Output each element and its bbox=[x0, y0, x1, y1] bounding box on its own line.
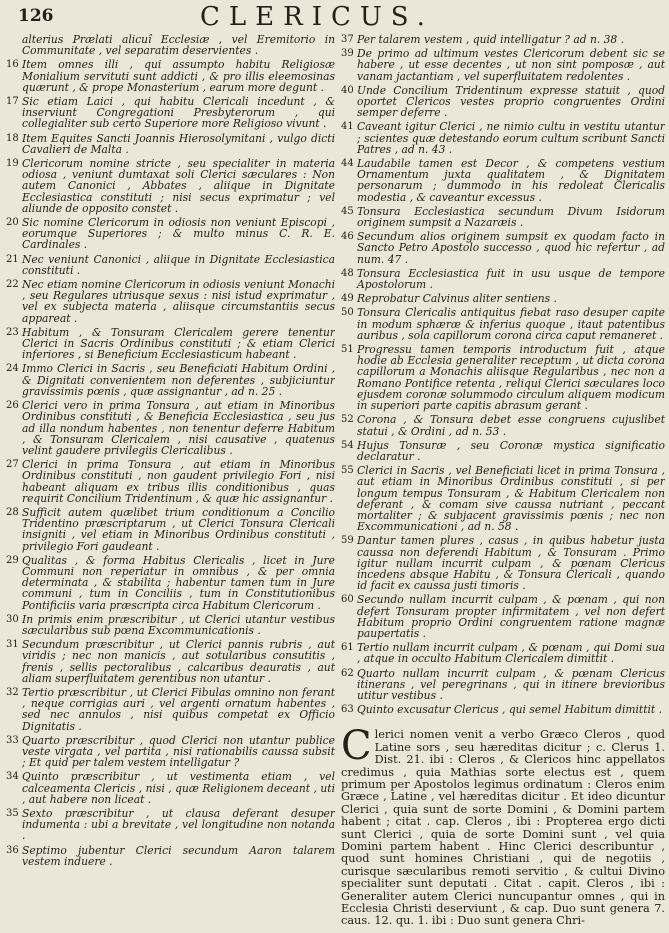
entry-number: 48 bbox=[341, 267, 354, 279]
summary-entry bbox=[341, 293, 665, 304]
summary-entry bbox=[6, 327, 335, 361]
entry-text: Sexto præscribitur , ut clausa deferant desuper indumenta : ubi a brevitate , vel longitudine non notanda . bbox=[22, 807, 335, 843]
entry-text: Immo Clerici in Sacris , seu Beneficiati Habitum Ordini , & Dignitati convenientem non deferentes , subjiciuntur gravissimis pœnis , quæ assignantur , ad n. 25 . bbox=[22, 362, 335, 398]
summary-entry bbox=[341, 48, 665, 82]
entry-text: Clericorum nomine stricte , seu specialiter in materia odiosa , veniunt dumtaxat soli Clerici sæculares : Non autem Canonici , Abbates , aliique in Dignitate Ecclesiastica constituti ; nisi secus exprimatur ; vel aliunde de opposito constet . bbox=[22, 157, 335, 215]
entry-text: Quinto excusatur Clericus , qui semel Habitum dimittit . bbox=[357, 703, 663, 717]
entry-number: 39 bbox=[341, 48, 354, 60]
entry-text: Reprobatur Calvinus aliter sentiens . bbox=[357, 292, 557, 306]
summary-entry bbox=[6, 639, 335, 684]
entry-text: Laudabile tamen est Decor , & competens vestium Ornamentum juxta qualitatem , & Dignitatem personarum ; dummodo in his redoleat Clericalis modestia , & caveantur excessus . bbox=[357, 157, 665, 204]
entry-number: 18 bbox=[6, 132, 19, 144]
entry-number: 20 bbox=[6, 217, 19, 229]
entry-number: 63 bbox=[341, 704, 354, 716]
summary-entry bbox=[6, 459, 335, 504]
summary-entry bbox=[6, 687, 335, 732]
summary-entry bbox=[341, 268, 665, 290]
summary-entry bbox=[341, 85, 665, 119]
entry-number: 52 bbox=[341, 414, 354, 426]
entry-number: 37 bbox=[341, 34, 354, 45]
summary-entry bbox=[341, 231, 665, 265]
summary-entry bbox=[341, 594, 665, 639]
summary-entry bbox=[341, 704, 665, 715]
entry-text: Qualitas , & forma Habitus Clericalis , licet in Jure Communi non reperiatur in omnibus , & per omnia determinata , & stabilita ; habentur tamen tum in Jure communi , tum in Conciliis , tum in Constitutionibus Pontificiis varia præscripta circa Habitum Clericorum . bbox=[22, 553, 335, 612]
summary-entry bbox=[6, 279, 335, 324]
entry-number: 44 bbox=[341, 158, 354, 170]
summary-entry bbox=[6, 771, 335, 805]
entry-text: Clerici in Sacris , vel Beneficiati licet in prima Tonsura , aut etiam in Minoribus Ordinibus constituti , si per longum tempus Tonsuram , & Habitum Clericalem non deferant , & comam sive caussa nutriant , peccant mortaliter ; & subjacent gravissimis pœnis ; nec non Excommunicationi , ad n. 58 . bbox=[357, 464, 665, 534]
summary-entry bbox=[6, 96, 335, 130]
running-title: CLERICUS. bbox=[200, 2, 434, 32]
entry-text: Caveant igitur Clerici , ne nimio cultu in vestitu utantur ; scientes quæ detestando eorum cultum scribunt Sancti Patres , ad n. 43 . bbox=[357, 120, 665, 156]
entry-number: 46 bbox=[341, 231, 354, 243]
entry-number: 54 bbox=[341, 439, 354, 451]
body-text bbox=[341, 723, 665, 928]
summary-entry bbox=[6, 400, 335, 456]
entry-text: Tonsura Ecclesiastica fuit in usu usque de tempore Apostolorum . bbox=[357, 266, 665, 292]
entry-text: Septimo jubentur Clerici secundum Aaron talarem vestem induere . bbox=[22, 843, 335, 868]
entry-number: 34 bbox=[6, 771, 19, 783]
summary-entry bbox=[341, 206, 665, 228]
entry-text: Secundo nullam incurrit culpam , & pœnam , qui non defert Tonsuram propter infirmitatem , vel non defert Habitum proprio Ordini congruentem ratione magnæ paupertatis . bbox=[357, 593, 665, 640]
summary-entry bbox=[341, 307, 665, 341]
entry-text: Secundum alios originem sumpsit ex quodam facto in Sancto Petro Apostolo successo , quod hic refertur , ad num. 47 . bbox=[357, 230, 665, 266]
summary-entry bbox=[341, 535, 665, 591]
right-column bbox=[341, 34, 665, 929]
entry-text: Sufficit autem quælibet trium conditionum a Concilio Tridentino præscriptarum , ut Clerici Tonsura Clericali insigniti , vel etiam in Minoribus Ordinibus constituti , privilegio Fori gaudeant . bbox=[22, 505, 335, 553]
summary-entry bbox=[6, 845, 335, 867]
entry-number: 32 bbox=[6, 686, 19, 698]
summary-list bbox=[341, 34, 665, 715]
entry-text: Dantur tamen plures , casus , in quibus habetur justa caussa non deferendi Habitum , & Tonsuram . Primo igitur nullam incurrit culpam , & pœnam Clericus incedens absque Habitu , & Tonsura Clericali , quando id facit ex caussa justi timoris . bbox=[357, 534, 665, 593]
entry-text: Clerici vero in prima Tonsura , aut etiam in Minoribus Ordinibus constituti , & Beneficia Ecclesiastica , seu jus ad illa nondum habentes , non tenentur deferre Habitum , & Tonsuram Clericalem , nisi causative , quatenus velint gaudere privilegiis Clericalibus . bbox=[22, 399, 335, 457]
entry-text: Item omnes illi , qui assumpto habitu Religiosæ Monialium servituti sunt addicti , & pro illis eleemosinas quærunt , & prope Monasterium , earum more degunt . bbox=[22, 58, 335, 94]
entry-number: 29 bbox=[6, 554, 19, 566]
summary-entry bbox=[6, 808, 335, 842]
summary-entry bbox=[6, 34, 335, 56]
summary-entry bbox=[6, 555, 335, 611]
entry-text: Corona , & Tonsura debet esse congruens cujuslibet statui , & Ordini , ad n. 53 . bbox=[357, 413, 665, 438]
entry-number: 40 bbox=[341, 84, 354, 96]
summary-entry bbox=[6, 614, 335, 636]
entry-text: Per talarem vestem , quid intelligatur ? ad n. 38 . bbox=[357, 34, 625, 46]
entry-number: 27 bbox=[6, 459, 19, 471]
entry-text: Item Equites Sancti Joannis Hierosolymitani , vulgo dicti Cavalieri de Malta . bbox=[22, 131, 335, 156]
summary-entry bbox=[6, 133, 335, 155]
entry-number: 59 bbox=[341, 535, 354, 547]
entry-number: 35 bbox=[6, 808, 19, 819]
entry-number: 28 bbox=[6, 506, 19, 518]
entry-number: 61 bbox=[341, 642, 354, 654]
entry-number: 21 bbox=[6, 253, 19, 265]
body-paragraph: lerici nomen venit a verbo Græco Cleros , quod Latine sors , seu hæreditas dicitur ; c. Clerus 1. Dist. 21. ibi : Cleros , & Clericos hinc appellatos credimus , quia Mathias sorte electus est , quem primum per Apostolos legimus ordinatum : Cleros enim Græce , Latine , vel hæreditas dicitur . Et ideo dicuntur Clerici , quia sunt de sorte Domini , & Domini partem habent ; citat . cap. Cleros , ibi : Propterea ergo dicti sunt Clerici , quia de sorte Domini sunt , vel quia Domini partem habent . Hinc Clerici describuntur , quod sunt homines Christiani , qui de negotiis , curisque sæcularibus remoti servitio , & cultui Divino specialiter sunt deputati . Citat . capit. Cleros , ibi : Generaliter autem Clerici nuncupantur omnes , qui in Ecclesia Christi deserviunt , & cap. Duo sunt genera 7. caus. 12. qu. 1. ibi : Duo sunt genera Chri- bbox=[341, 728, 665, 928]
entry-number: 50 bbox=[341, 307, 354, 319]
summary-entry bbox=[341, 642, 665, 664]
entry-number: 24 bbox=[6, 363, 19, 375]
summary-entry bbox=[6, 363, 335, 397]
entry-number: 49 bbox=[341, 293, 354, 305]
page-number: 126 bbox=[18, 6, 54, 26]
entry-text: Tertio præscribitur , ut Clerici Fibulas omnino non ferant , neque corrigias auri , vel argenti ornatum habentes , sed nec annulos , nisi quibus competat ex Officio Dignitatis . bbox=[22, 685, 335, 733]
entry-number: 51 bbox=[341, 344, 354, 356]
summary-entry bbox=[341, 440, 665, 462]
entry-number: 41 bbox=[341, 121, 354, 133]
entry-text: Tonsura Clericalis antiquitus fiebat raso desuper capite in modum sphæræ & inferius quoque , itaut patentibus auribus , sola capillorum corona circa caput remaneret . bbox=[357, 306, 665, 342]
summary-entry bbox=[341, 34, 665, 45]
entry-number: 19 bbox=[6, 158, 19, 170]
summary-entry bbox=[341, 668, 665, 702]
entry-number: 60 bbox=[341, 594, 354, 606]
entry-text: Tertio nullam incurrit culpam , & pœnam , qui Domi sua , atque in occulto Habitum Clericalem dimittit . bbox=[357, 641, 665, 666]
entry-text: In primis enim præscribitur , ut Clerici utantur vestibus sæcularibus sub pœna Excommunicationis . bbox=[22, 612, 335, 637]
entry-text: Hujus Tonsuræ , seu Coronæ mystica significatio declaratur . bbox=[357, 438, 665, 463]
entry-text: Sic etiam Laici , qui habitu Clericali incedunt , & inserviunt Congregationi Presbyterorum , qui collegialiter sub certo Superiore more Religioso vivunt . bbox=[22, 95, 335, 131]
entry-text: Clerici in prima Tonsura , aut etiam in Minoribus Ordinibus constituti , non gaudent privilegio Fori , nisi habeant aliquam ex tribus illis conditionibus , quas requirit Concilium Tridentinum , & quæ hic assignantur . bbox=[22, 458, 335, 505]
entry-text: Nec etiam nomine Clericorum in odiosis veniunt Monachi , seu Regulares utriusque sexus : nisi istud exprimatur , vel ex subjecta materia , aliisque circumstantiis secus appareat . bbox=[22, 278, 335, 325]
summary-entry bbox=[6, 507, 335, 552]
summary-entry bbox=[6, 217, 335, 251]
entry-number: 30 bbox=[6, 613, 19, 625]
entry-text: Quarto præscribitur , quod Clerici non utantur publice veste virgata , vel partita , nisi rationabilis caussa subsit ; Et quid per talem vestem intelligatur ? bbox=[22, 733, 335, 770]
summary-entry bbox=[341, 465, 665, 532]
summary-entry bbox=[341, 121, 665, 155]
entry-number: 31 bbox=[6, 639, 19, 651]
entry-text: alterius Prælati alicuî Ecclesiæ , vel Eremitorio in Communitate , vel separatim deservientes . bbox=[22, 34, 335, 58]
entry-number: 45 bbox=[341, 205, 354, 217]
entry-text: Tonsura Ecclesiastica secundum Divum Isidorum originem sumpsit a Nazaræis . bbox=[357, 204, 665, 230]
summary-entry bbox=[341, 414, 665, 436]
entry-number: 36 bbox=[6, 844, 19, 856]
entry-number: 62 bbox=[341, 667, 354, 679]
entry-text: Quarto nullam incurrit culpam , & pœnam Clericus itinerans , vel peregrinans , qui in itinere brevioribus utitur vestibus . bbox=[357, 666, 665, 702]
summary-entry bbox=[6, 735, 335, 769]
entry-text: Nec veniunt Canonici , aliique in Dignitate Ecclesiastica constituti . bbox=[22, 252, 335, 277]
entry-number: 55 bbox=[341, 465, 354, 477]
entry-text: Habitum , & Tonsuram Clericalem gerere tenentur Clerici in Sacris Ordinibus constituti ; & etiam Clerici inferiores , si Beneficium Ecclesiasticum habeant . bbox=[22, 325, 335, 362]
entry-number: 33 bbox=[6, 734, 19, 746]
summary-entry bbox=[6, 59, 335, 93]
drop-cap: C bbox=[341, 723, 372, 770]
entry-text: Progressu tamen temporis introductum fuit , atque hodie ab Ecclesia generaliter receptum , ut dicta corona capillorum a Monachis aliisque Regularibus , nec non a Romano Pontifice retenta , reliqui Clerici sæculares loco ejusdem coronæ solummodo circulum aliquem modicum in superiori parte capitis abrasum gerant . bbox=[357, 343, 665, 413]
entry-number: 22 bbox=[6, 279, 19, 291]
entry-text: De primo ad ultimum vestes Clericorum debent sic se habere , ut esse decentes , ut non sint pomposæ , aut vanam jactantiam , vel superfluitatem redolentes . bbox=[357, 47, 665, 83]
summary-entry bbox=[341, 158, 665, 203]
summary-entry bbox=[341, 344, 665, 411]
entry-text: Quinto præscribitur , ut vestimenta etiam , vel calceamenta Clericis , nisi , quæ Religionem deceant , uti , aut habere non liceat . bbox=[22, 770, 335, 806]
entry-number: 16 bbox=[6, 59, 19, 71]
left-column bbox=[6, 34, 335, 929]
entry-text: Unde Concilium Tridentinum expresse statuit , quod oportet Clericos vestes proprio congruentes Ordini semper deferre . bbox=[357, 83, 665, 120]
entry-text: Sic nomine Clericorum in odiosis non veniunt Episcopi , eorumque Superiores ; & multo minus C. R. E. Cardinales . bbox=[22, 216, 335, 252]
entry-text: Secundum præscribitur , ut Clerici pannis rubris , aut viridis ; nec non manicis , aut sotularibus consutitis , frenis , sellis pectoralibus , calcaribus deauratis , aut aliam superfluitatem gerentibus non utantur . bbox=[22, 638, 335, 685]
entry-number: 26 bbox=[6, 400, 19, 412]
summary-entry bbox=[6, 158, 335, 214]
summary-entry bbox=[6, 254, 335, 276]
entry-number: 23 bbox=[6, 326, 19, 338]
entry-number: 17 bbox=[6, 96, 19, 108]
